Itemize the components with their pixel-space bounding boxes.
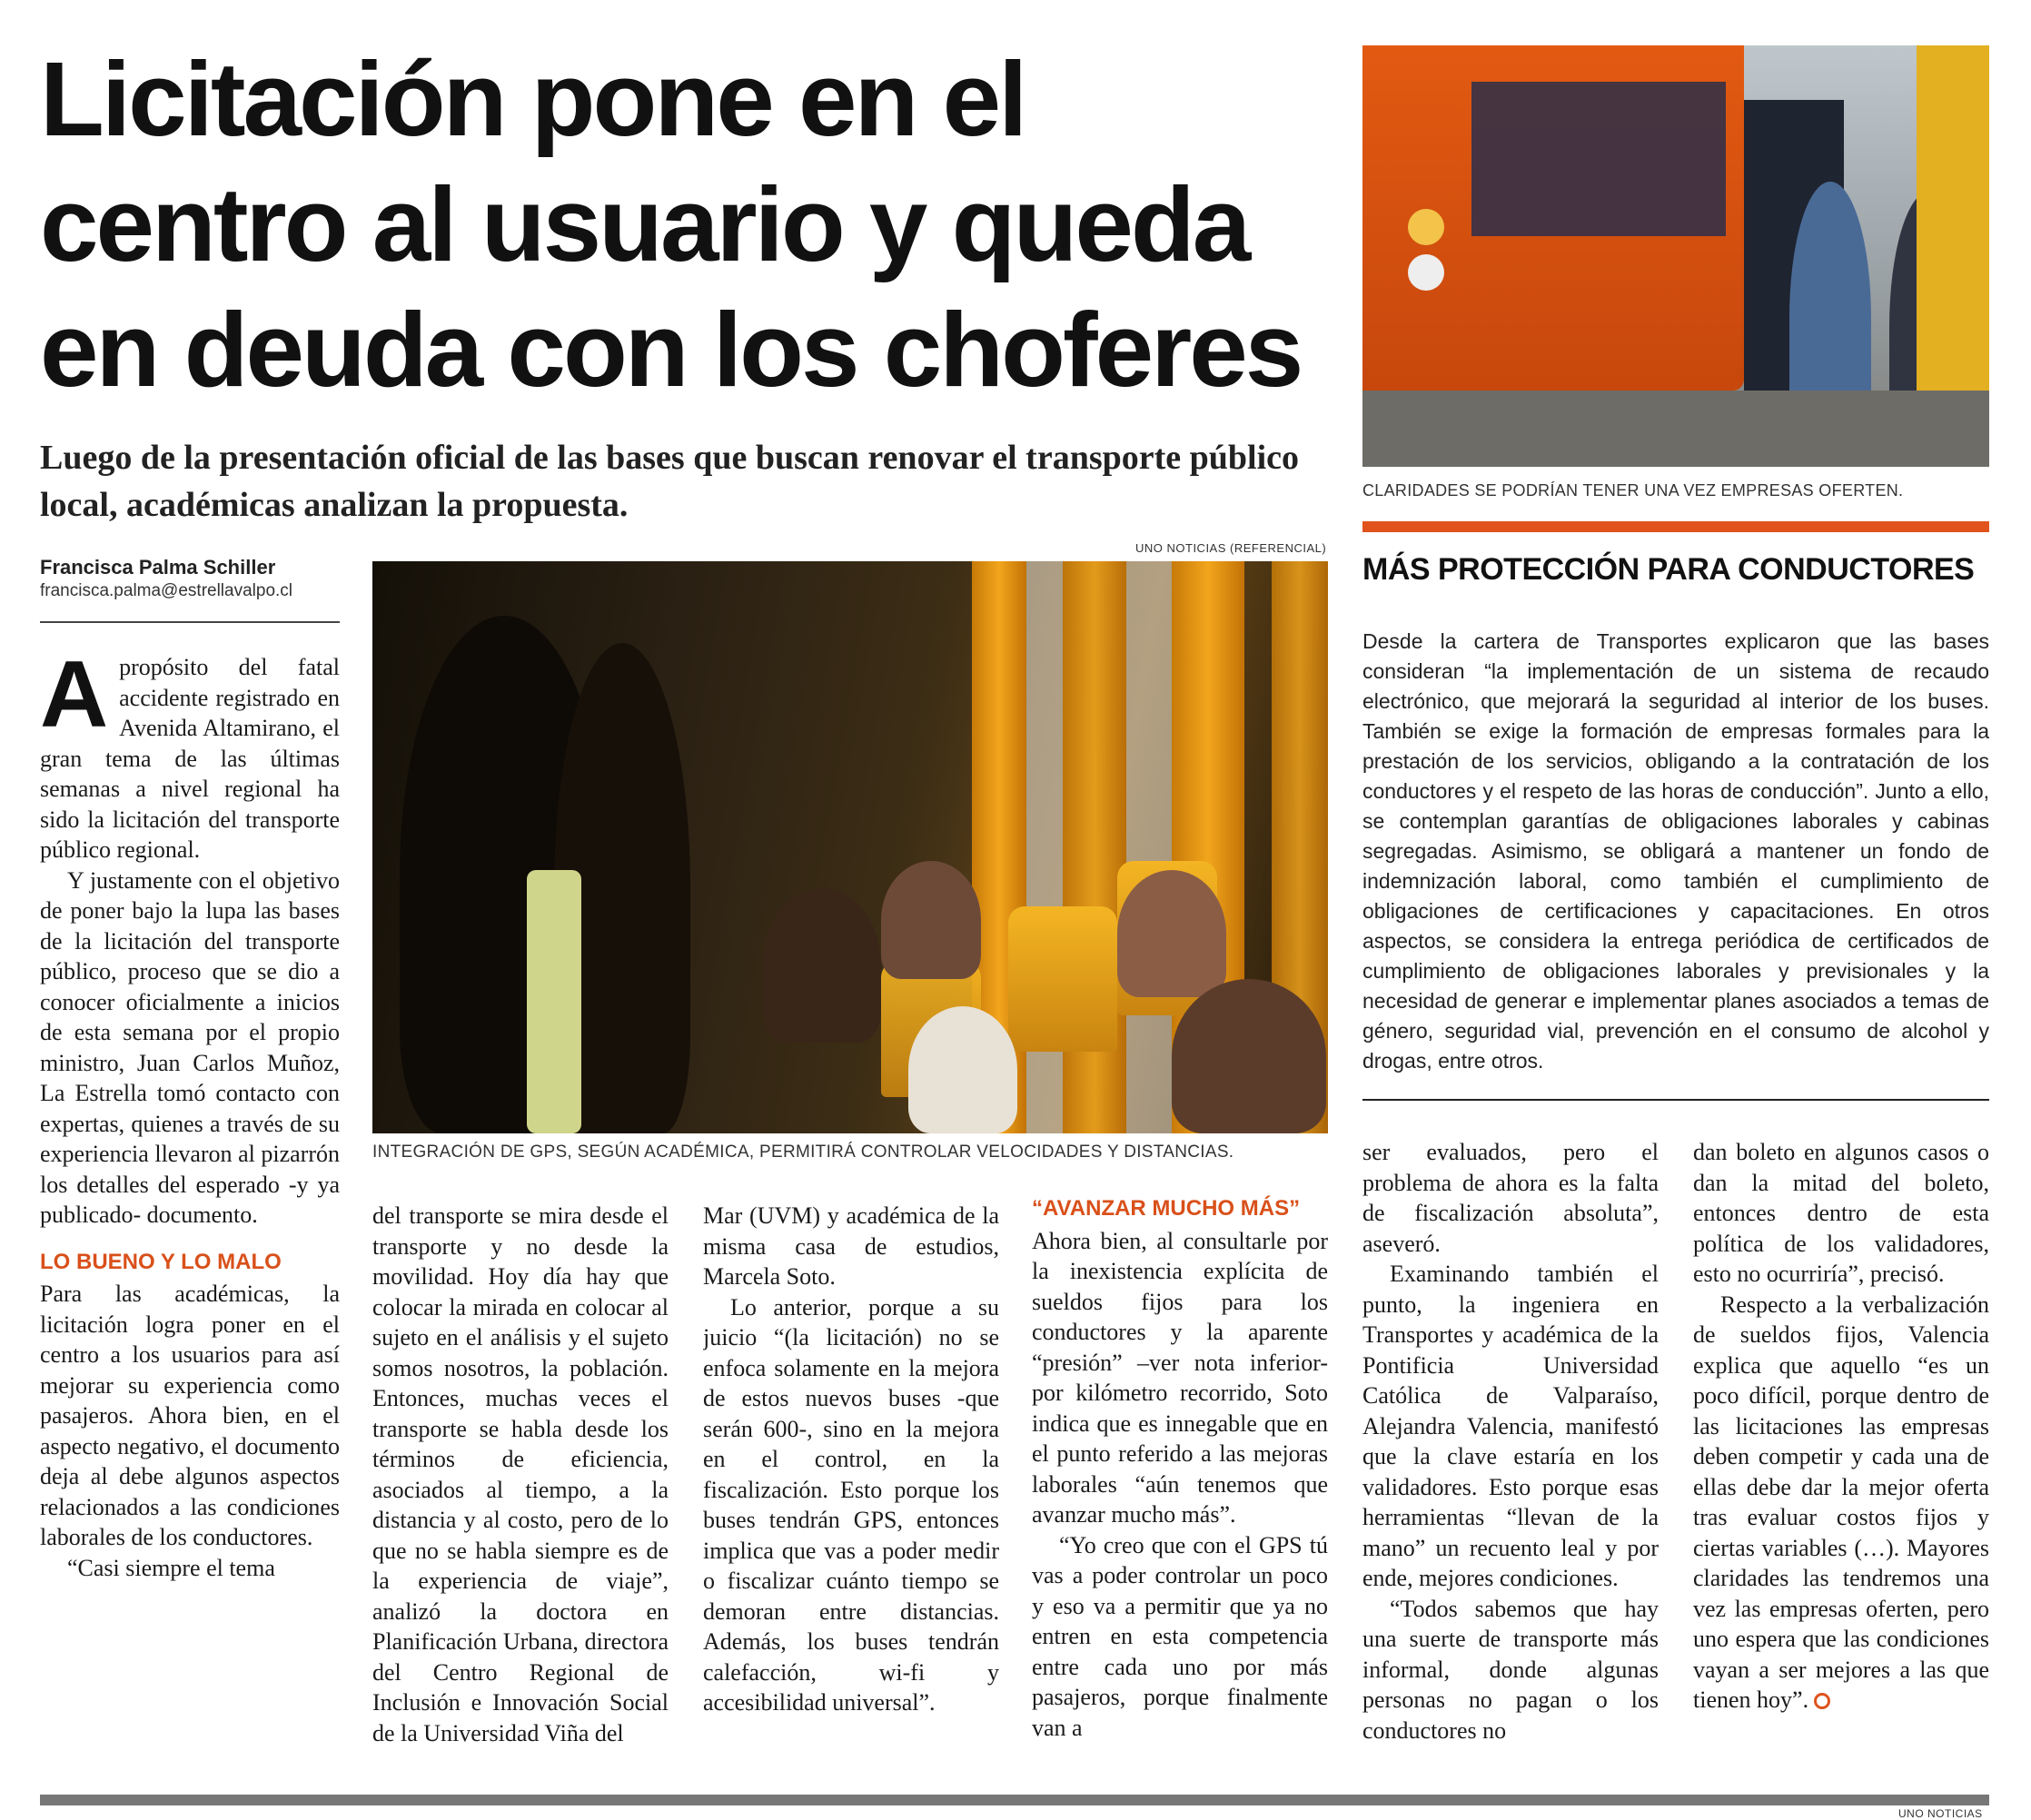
sidebar-body: Desde la cartera de Transportes explicaron que las bases consideran “la implementación de un sistema de recaudo electrónico, que mejorará la seguridad al interior de los buses. También se exige la formación de empresas formales para la prestación de los servicios, obligando a la contratación de los conductores y el respeto de las horas de conducción”. Junto a ello, se contemplan garantías de obligaciones laborales y cabinas segregadas. Asimismo, se obligará a mantener un fondo de indemnización laboral, como también el cumplimiento de obligaciones de certificaciones y capacitaciones. En otros aspectos, se considera la entrega periódica de certificados de cumplimiento de obligaciones laborales y previsionales y la necesidad de generar e implementar planes asociados a temas de género, seguridad vial, prevención en el consumo de alcohol y drogas, entre otros. [1362, 629, 1989, 1073]
paragraph: “Casi siempre el tema [67, 1554, 275, 1581]
article-column-6 [1693, 1137, 1989, 1782]
paragraph: del transporte se mira desde el transporte y no desde la movilidad. Hoy día hay que colocar la mirada en colocar al sujeto en el análisis y el sujeto somos nosotros, la población. Entonces, muchas veces el transporte se habla desde los términos de eficiencia, asociados al tiempo, a la distancia y al costo, pero de lo que no se habla siempre es de la experiencia de viaje”, analizó la doctora en Planificación Urbana, directora del Centro Regional de Inclusión e Innovación Social de la Universidad Viña del [372, 1202, 669, 1746]
dek-subtitle: Luego de la presentación oficial de las bases que buscan renovar el transporte público local, académicas analizan la propuesta. [40, 439, 1300, 524]
paragraph: Lo anterior, porque a su juicio “(la licitación) no se enfoca solamente en la mejora de estos nuevos buses -que serán 600-, sino en la mejora en el control, en la fiscalización. Esto porque los buses tendrán GPS, entonces implica que vas a poder medir o fiscalizar cuánto tiempo se demoran entre distancias. Además, los buses tendrán calefacción, wi-fi y accesibilidad universal”. [703, 1293, 999, 1716]
drop-cap: A [40, 652, 109, 747]
main-photo-caption: INTEGRACIÓN DE GPS, SEGÚN ACADÉMICA, PERMITIRÁ CONTROLAR VELOCIDADES Y DISTANCIAS. [372, 1142, 1234, 1162]
paragraph: “Yo creo que con el GPS tú vas a poder controlar un poco y eso va a permitir que ya no entren en esta competencia entre cada uno por más pasajeros, porque finalmente van a [1032, 1531, 1328, 1741]
paragraph: Mar (UVM) y académica de la misma casa de estudios, Marcela Soto. [703, 1202, 999, 1290]
bus-photo-caption: CLARIDADES SE PODRÍAN TENER UNA VEZ EMPRESAS OFERTEN. [1362, 481, 1904, 500]
author-name: Francisca Palma Schiller [40, 556, 276, 579]
article-column-1 [40, 652, 340, 1778]
paragraph: Respecto a la verbalización de sueldos fijos, Valencia explica que aquello “es un poco difícil, porque dentro de las licitaciones las empresas deben competir y cada una de ellas debe dar la mejor oferta tras evaluar costos fijos y ciertas variables (…). Mayores claridades las tendremos una vez las empresas oferten, pero uno espera que las condiciones vayan a ser mejores a las que tienen hoy”. [1693, 1291, 1989, 1713]
subhead-avanzar: “AVANZAR MUCHO MÁS” [1032, 1196, 1301, 1221]
paragraph: Y justamente con el objetivo de poner bajo la lupa las bases de la licitación del transporte público, proceso que se dio a conocer oficialmente a inicios de esta semana por el propio ministro, Juan Carlos Muñoz, La Estrella tomó contacto con expertas, quienes a través de su experiencia llevaron al pizarrón los detalles del esperado -y ya publicado- documento. [40, 866, 340, 1228]
paragraph: ser evaluados, pero el problema de ahora es la falta de fiscalización absoluta”, aseveró. [1362, 1139, 1659, 1257]
article-column-5 [1362, 1137, 1659, 1782]
byline [40, 556, 340, 601]
article-column-2 [372, 1201, 669, 1782]
article-column-3 [703, 1201, 999, 1782]
article-column-4 [1032, 1193, 1328, 1782]
footer-bar [40, 1795, 1989, 1805]
subhead-lo-bueno: LO BUENO Y LO MALO [40, 1249, 282, 1274]
headline [40, 36, 1330, 412]
byline-divider [40, 621, 340, 623]
sidebar-accent-rule [1362, 521, 1989, 532]
end-of-article-icon [1814, 1693, 1830, 1709]
paragraph: “Todos sabemos que hay una suerte de transporte más informal, donde algunas personas no pagan o los conductores no [1362, 1595, 1659, 1744]
headline-line-1: Licitación pone en el [40, 40, 1025, 158]
paragraph: dan boleto en algunos casos o dan la mitad del boleto, entonces dentro de esta política de los validadores, esto no ocurriría”, precisó. [1693, 1139, 1989, 1287]
main-photo-bus-interior [372, 561, 1328, 1133]
sidebar-title: MÁS PROTECCIÓN PARA CONDUCTORES [1362, 552, 1975, 587]
lead-paragraph: Apropósito del fatal accidente registrado en Avenida Altamirano, el gran tema de las últimas semanas a nivel regional ha sido la licitación del transporte público regional. [40, 652, 340, 863]
headline-line-3: en deuda con los choferes [40, 291, 1302, 409]
author-email[interactable]: francisca.palma@estrellavalpo.cl [40, 581, 293, 600]
sidebar-bottom-rule [1362, 1099, 1989, 1101]
paragraph: Ahora bien, al consultarle por la inexistencia explícita de sueldos fijos para los conductores y la aparente “presión” –ver nota inferior- por kilómetro recorrido, Soto indica que es innegable que en el punto referido a las mejoras laborales “aún tenemos que avanzar mucho más”. [1032, 1227, 1328, 1528]
main-photo-credit: UNO NOTICIAS (REFERENCIAL) [1135, 541, 1327, 555]
bus-exterior-photo [1362, 45, 1989, 467]
paragraph: Para las académicas, la licitación logra poner en el centro a los usuarios para así mejorar su experiencia como pasajeros. Ahora bien, en el aspecto negativo, el documento deja al debe algunos aspectos relacionados a las condiciones laborales de los conductores. [40, 1281, 340, 1550]
headline-line-2: centro al usuario y queda [40, 165, 1249, 283]
paragraph: Examinando también el punto, la ingeniera en Transportes y académica de la Pontificia Universidad Católica de Valparaíso, Alejandra Valencia, manifestó que la clave estaría en los validadores. Esto porque esas herramientas “llevan de la mano” un recuento leal y por ende, mejores condiciones. [1362, 1261, 1659, 1591]
footer-photo-credit: UNO NOTICIAS [1898, 1807, 1983, 1820]
